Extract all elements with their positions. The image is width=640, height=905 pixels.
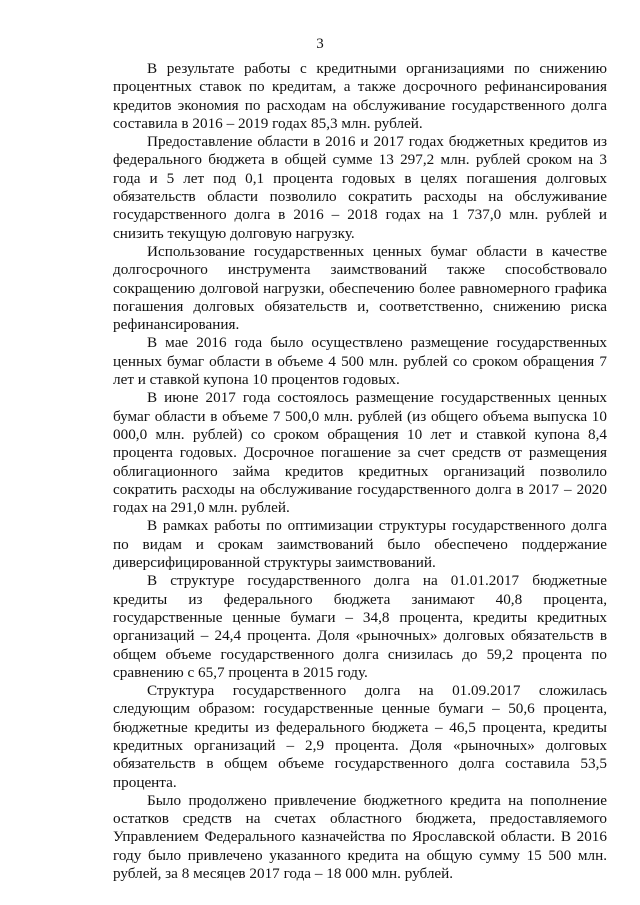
paragraph-credit-rate-savings: В результате работы с кредитными организациями по снижению процентных ставок по кредитам, а также досрочного рефинансирования кредитов экономия по расходам на обслуживание государственного долга составила в 2016 – 2019 годах 85,3 млн. рублей.: [113, 60, 607, 132]
paragraph-june-2017-placement: В июне 2017 года состоялось размещение государственных ценных бумаг области в объеме 7 500,0 млн. рублей (из общего объема выпуска 10 000,0 млн. рублей) со сроком обращения 10 лет и ставкой купона 8,4 процента годовых. Досрочное погашение за счет средств от размещения облигационного займа кредитов кредитных организаций позволило сократить расходы на обслуживание государственного долга в 2017 – 2020 годах на 291,0 млн. рублей.: [113, 389, 607, 517]
paragraph-federal-budget-credits: Предоставление области в 2016 и 2017 годах бюджетных кредитов из федерального бюджета в общей сумме 13 297,2 млн. рублей сроком на 3 года и 5 лет под 0,1 процента годовых в целях погашения долговых обязательств области позволило сократить расходы на обслуживание государственного долга в 2016 – 2018 годах на 1 737,0 млн. рублей и снизить текущую долговую нагрузку.: [113, 133, 607, 242]
document-body: [113, 60, 607, 883]
paragraph-debt-structure-optimization: В рамках работы по оптимизации структуры государственного долга по видам и срокам заимствований было обеспечено поддержание диверсифицированной структуры заимствований.: [113, 517, 607, 572]
paragraph-debt-structure-2017-01: В структуре государственного долга на 01.01.2017 бюджетные кредиты из федерального бюджета занимают 40,8 процента, государственные ценные бумаги – 34,8 процента, кредиты кредитных организаций – 24,4 процента. Доля «рыночных» долговых обязательств в общем объеме государственного долга снизилась до 59,2 процента по сравнению с 65,7 процента в 2015 году.: [113, 572, 607, 681]
paragraph-treasury-credit: Было продолжено привлечение бюджетного кредита на пополнение остатков средств на счетах областного бюджета, предоставляемого Управлением Федерального казначейства по Ярославской области. В 2016 году было привлечено указанного кредита на общую сумму 15 500 млн. рублей, за 8 месяцев 2017 года – 18 000 млн. рублей.: [113, 791, 607, 883]
paragraph-securities-usage: Использование государственных ценных бумаг области в качестве долгосрочного инструмента заимствований также способствовало сокращению долговой нагрузки, обеспечению более равномерного графика погашения долговых обязательств и, соответственно, снижению риска рефинансирования.: [113, 242, 607, 334]
paragraph-debt-structure-2017-09: Структура государственного долга на 01.09.2017 сложилась следующим образом: государственные ценные бумаги – 50,6 процента, бюджетные кредиты из федерального бюджета – 46,5 процента, кредиты кредитных организаций – 2,9 процента. Доля «рыночных» долговых обязательств в общем объеме государственного долга составила 53,5 процента.: [113, 682, 607, 791]
page-number: 3: [316, 36, 324, 52]
paragraph-may-2016-placement: В мае 2016 года было осуществлено размещение государственных ценных бумаг области в объеме 4 500 млн. рублей со сроком обращения 7 лет и ставкой купона 10 процентов годовых.: [113, 334, 607, 389]
